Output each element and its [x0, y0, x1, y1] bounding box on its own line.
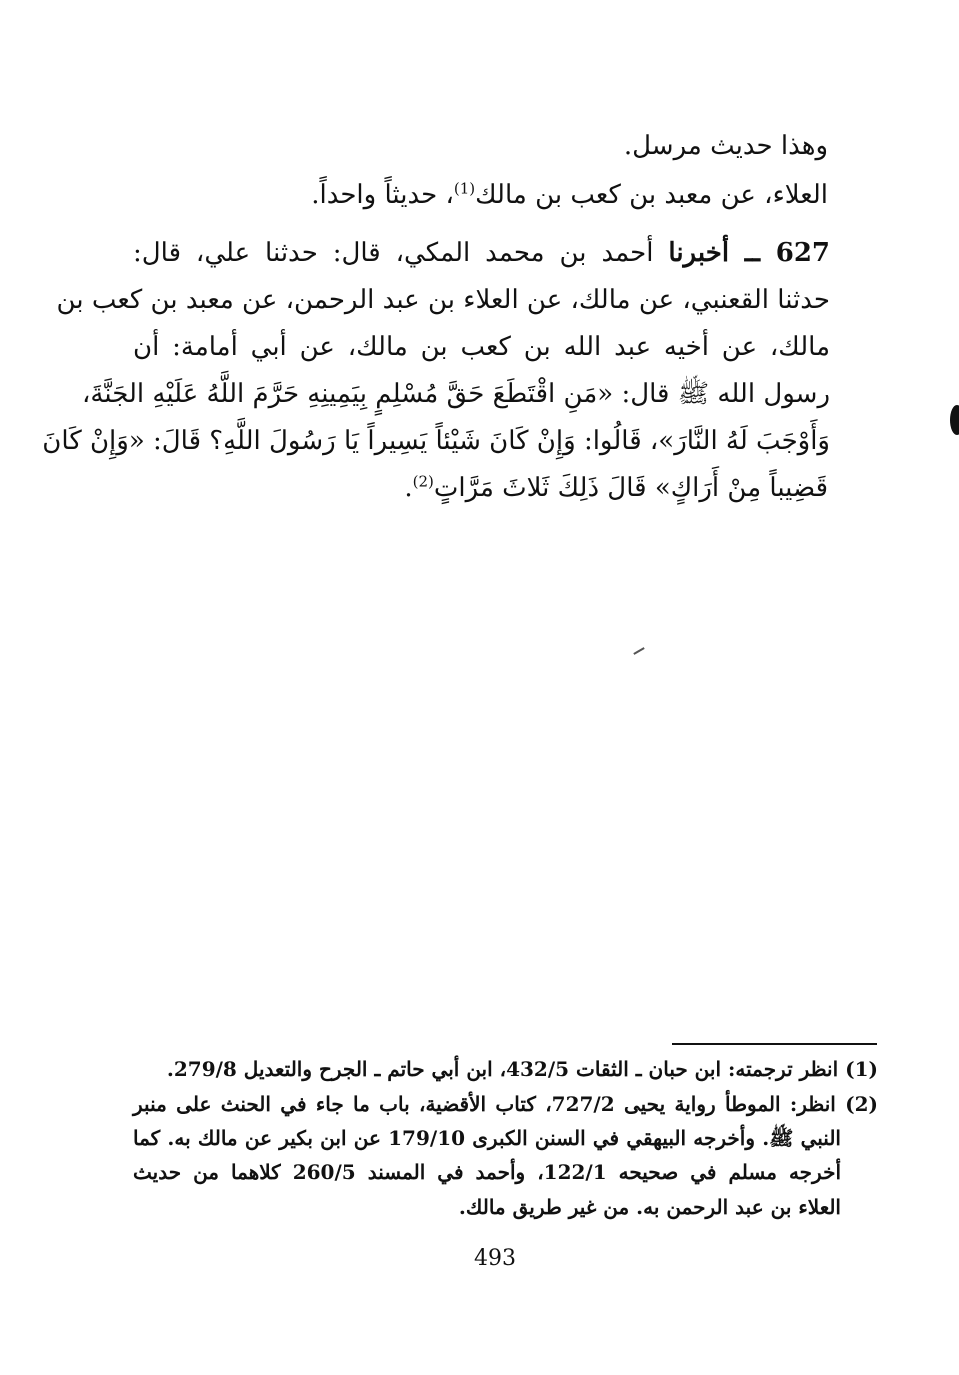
- footnote-2-line-1: (2) انظر: الموطأ رواية يحيى 727/2، كتاب الأقضية، باب ما جاء في الحنث على منبر: [133, 1092, 879, 1116]
- footnote-2-line-3: أخرجه مسلم في صحيحه 122/1، وأحمد في المسند 260/5 كلاهما من حديث: [133, 1160, 841, 1184]
- hadith-separator: ــ: [729, 238, 776, 268]
- text-line-1: وهذا حديث مرسل.: [623, 131, 828, 161]
- footnote-ref-1[interactable]: (1): [453, 179, 476, 198]
- hadith-line1-rest: أحمد بن محمد المكي، قال: حدثنا علي، قال:: [133, 238, 669, 268]
- line8-text: قَضِيباً مِنْ أَرَاكٍ» قَالَ ذَلِكَ ثَلاثَ مَرَّاتٍ: [433, 473, 828, 503]
- footnote-divider: [672, 1043, 877, 1045]
- hadith-line-6: [404, 472, 828, 503]
- footnote-2-line-4: العلاء بن عبد الرحمن به. من غير طريق مالك.: [458, 1195, 841, 1219]
- hadith-lead-word: أخبرنا: [668, 238, 730, 268]
- hadith-line-5: وَأَوْجَبَ لَهُ النَّارَ»، قَالُوا: وَإِنْ كَانَ شَيْئاً يَسِيراً يَا رَسُولَ اللَّهِ؟ قَالَ: «وَإِنْ كَانَ: [42, 426, 830, 456]
- line2-tail: ، حديثاً واحداً.: [311, 180, 454, 210]
- footnote-2-line-2: النبي ﷺ. وأخرجه البيهقي في السنن الكبرى 179/10 عن ابن بكير عن مالك به. كما: [133, 1126, 841, 1150]
- margin-tab-mark: [950, 405, 959, 435]
- hadith-line-4: رسول الله ﷺ قال: «مَنِ اقْتَطَعَ حَقَّ مُسْلِمٍ بِيَمِينِهِ حَرَّمَ اللَّهُ عَلَيْهِ الجَنَّةَ،: [82, 379, 830, 409]
- line2-text: العلاء، عن معبد بن كعب بن مالك: [475, 180, 828, 210]
- hadith-line-2: حدثنا القعنبي، عن مالك، عن العلاء بن عبد الرحمن، عن معبد بن كعب بن: [56, 285, 830, 315]
- hadith-number: 627: [775, 238, 831, 268]
- page-number: 493: [474, 1246, 516, 1271]
- footnote-1: (1) انظر ترجمته: ابن حبان ـ الثقات 432/5، ابن أبي حاتم ـ الجرح والتعديل 279/8.: [166, 1057, 878, 1081]
- line8-tail: .: [404, 473, 413, 503]
- hadith-line-3: مالك، عن أخيه عبد الله بن كعب بن مالك، عن أبي أمامة: أن: [133, 332, 830, 362]
- footnote-ref-2[interactable]: (2): [412, 472, 434, 491]
- hadith-line-1: [133, 240, 830, 266]
- text-line-2: [311, 179, 828, 210]
- scan-speck: [633, 647, 644, 655]
